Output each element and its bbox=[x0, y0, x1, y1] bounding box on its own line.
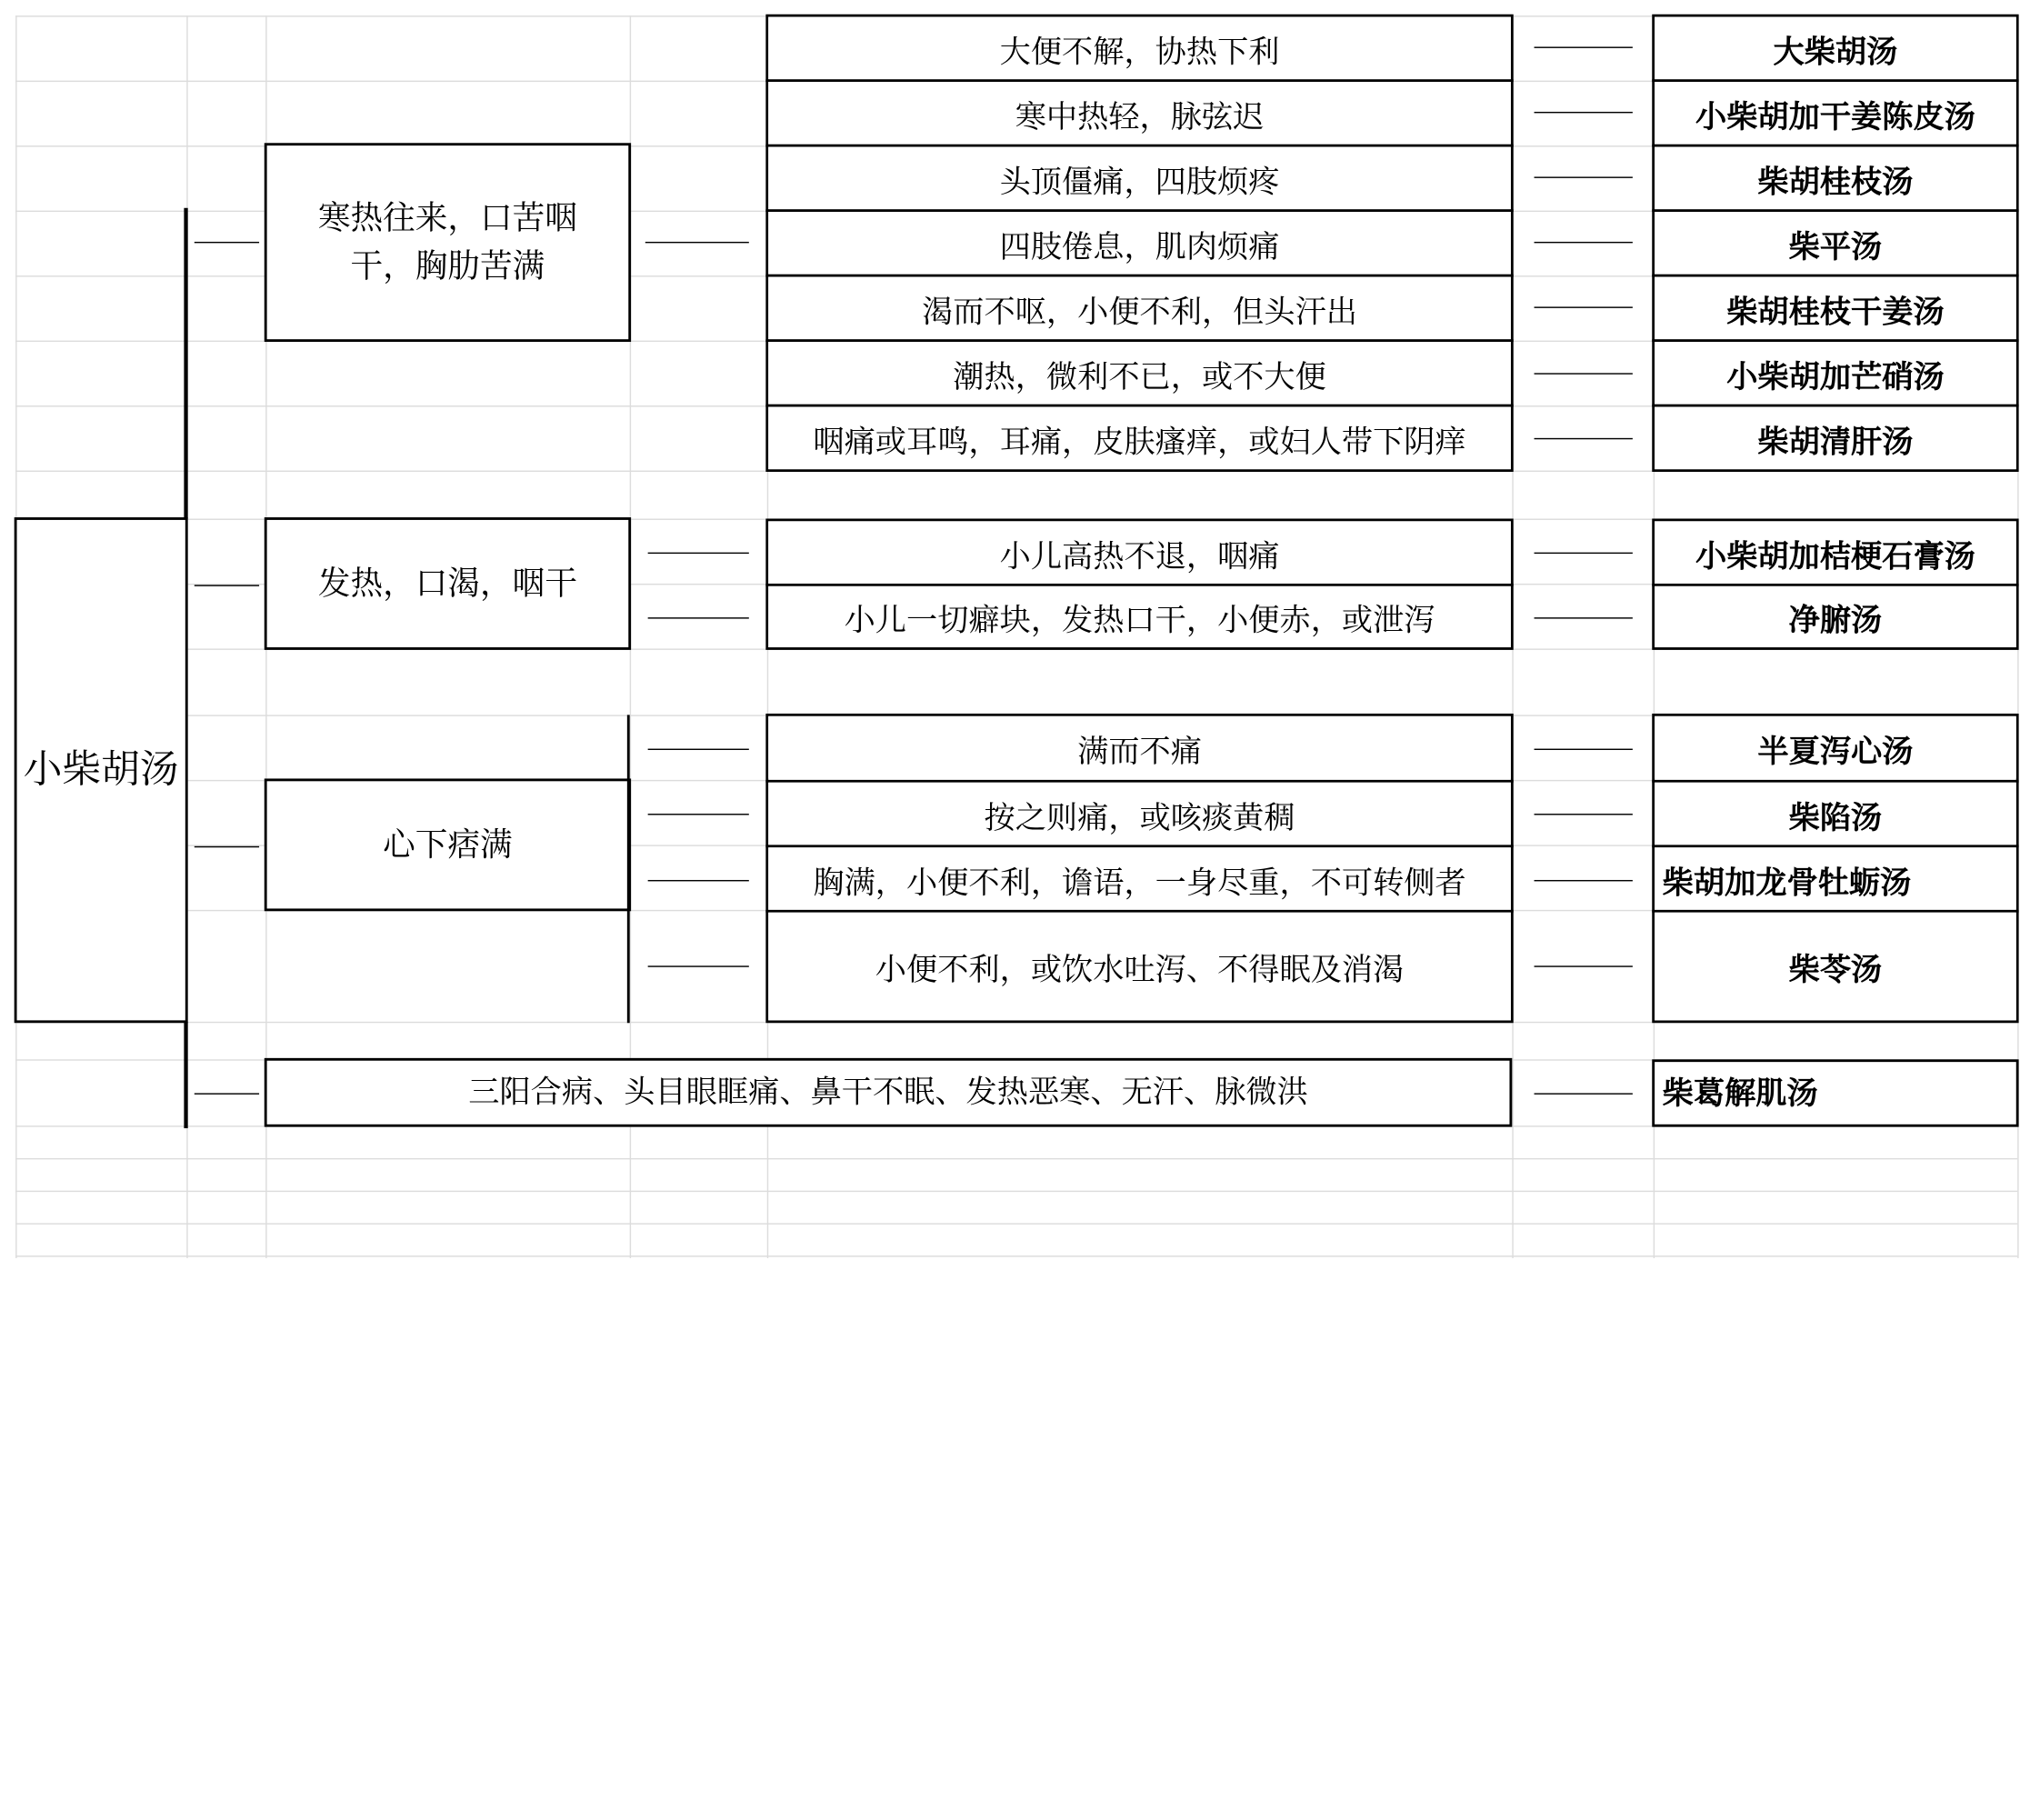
connector-dash bbox=[648, 880, 749, 881]
formula-table bbox=[1652, 1059, 2018, 1126]
condition-cell bbox=[768, 212, 1511, 275]
formula-text: 柴葛解肌汤 bbox=[1662, 1074, 1818, 1111]
connector-dash bbox=[1535, 373, 1633, 374]
condition-text: 潮热，微利不已，或不大便 bbox=[953, 357, 1326, 395]
formula-cell bbox=[1655, 521, 2016, 584]
condition-text: 大便不解，协热下利 bbox=[999, 33, 1280, 70]
formula-text: 柴胡加龙骨牡蛎汤 bbox=[1662, 864, 1912, 901]
gridline bbox=[15, 1255, 2017, 1256]
formula-text: 柴胡桂枝汤 bbox=[1757, 163, 1914, 200]
condition-text: 小儿高热不退，咽痛 bbox=[999, 537, 1280, 575]
condition-cell bbox=[768, 407, 1511, 470]
symptom-box bbox=[265, 778, 631, 911]
condition-text: 按之则痛，或咳痰黄稠 bbox=[984, 798, 1295, 835]
connector-dash bbox=[648, 553, 749, 554]
symptom-box bbox=[265, 1058, 1513, 1127]
formula-cell bbox=[1655, 847, 2016, 910]
condition-cell bbox=[768, 586, 1511, 647]
gridline bbox=[15, 1191, 2017, 1192]
connector-dash bbox=[1535, 814, 1633, 815]
condition-cell bbox=[768, 913, 1511, 1021]
condition-cell bbox=[768, 147, 1511, 210]
condition-text: 四肢倦息，肌肉烦痛 bbox=[999, 227, 1280, 265]
connector-dash bbox=[648, 814, 749, 815]
condition-text: 渴而不呕，小便不利，但头汗出 bbox=[922, 293, 1358, 330]
connector-dash bbox=[648, 617, 749, 618]
formula-cell bbox=[1655, 277, 2016, 340]
formula-text: 柴胡清肝汤 bbox=[1757, 423, 1914, 460]
formula-text: 小柴胡加干姜陈皮汤 bbox=[1695, 97, 1975, 135]
connector-dash bbox=[1535, 880, 1633, 881]
condition-text: 满而不痛 bbox=[1077, 732, 1202, 769]
formula-text: 净腑汤 bbox=[1788, 601, 1883, 639]
formula-cell bbox=[1655, 913, 2016, 1021]
connector-dash bbox=[195, 242, 259, 243]
formula-cell bbox=[1655, 342, 2016, 405]
connector-dash bbox=[1535, 46, 1633, 47]
formula-text: 柴陷汤 bbox=[1788, 798, 1883, 835]
condition-text: 小儿一切癖块，发热口干，小便赤，或泄泻 bbox=[844, 601, 1435, 639]
symptom-box bbox=[265, 517, 631, 650]
symptom-label: 心下痞满 bbox=[383, 825, 513, 864]
connector-dash bbox=[195, 846, 259, 847]
formula-text: 柴平汤 bbox=[1788, 227, 1883, 265]
condition-cell bbox=[768, 521, 1511, 584]
condition-text: 胸满，小便不利，谵语，一身尽重，不可转侧者 bbox=[813, 864, 1466, 901]
bracket-line bbox=[184, 1022, 187, 1128]
connector-dash bbox=[1535, 176, 1633, 177]
formula-text: 小柴胡加桔梗石膏汤 bbox=[1695, 537, 1975, 575]
condition-text: 小便不利，或饮水吐泻、不得眠及消渴 bbox=[875, 951, 1405, 988]
formula-cell bbox=[1655, 82, 2016, 145]
formula-cell bbox=[1655, 783, 2016, 845]
formula-text: 柴胡桂枝干姜汤 bbox=[1726, 293, 1945, 330]
formula-cell bbox=[1655, 716, 2016, 779]
condition-cell bbox=[768, 716, 1511, 779]
gridline bbox=[15, 1223, 2017, 1224]
formula-cell bbox=[1655, 212, 2016, 275]
connector-dash bbox=[1535, 242, 1633, 243]
formula-cell bbox=[1655, 586, 2016, 647]
connector-dash bbox=[1535, 112, 1633, 113]
symptom-box bbox=[265, 143, 631, 342]
connector-dash bbox=[1535, 306, 1633, 307]
symptom-label: 寒热往来，口苦咽干，胸肋苦满 bbox=[317, 199, 577, 285]
condition-cell bbox=[768, 82, 1511, 145]
bracket-line bbox=[184, 208, 187, 519]
connector-dash bbox=[1535, 965, 1633, 966]
connector-dash bbox=[195, 1093, 259, 1094]
formula-cell bbox=[1655, 147, 2016, 210]
condition-cell bbox=[768, 783, 1511, 845]
formula-cell bbox=[1655, 407, 2016, 470]
connector-dash bbox=[1535, 617, 1633, 618]
formula-cell bbox=[1655, 17, 2016, 80]
symptom-label: 发热，口渴，咽干 bbox=[317, 564, 577, 602]
formula-text: 半夏泻心汤 bbox=[1757, 732, 1914, 769]
root-node bbox=[15, 517, 188, 1023]
symptom-label: 三阳合病、头目眼眶痛、鼻干不眠、发热恶寒、无汗、脉微洪 bbox=[468, 1074, 1308, 1111]
root-label: 小柴胡汤 bbox=[23, 746, 179, 793]
connector-dash bbox=[648, 965, 749, 966]
formula-text: 大柴胡汤 bbox=[1773, 33, 1898, 70]
condition-cell bbox=[768, 277, 1511, 340]
gridline bbox=[15, 1158, 2017, 1159]
condition-cell bbox=[768, 342, 1511, 405]
condition-text: 头顶僵痛，四肢烦疼 bbox=[999, 163, 1280, 200]
connector-dash bbox=[1535, 553, 1633, 554]
connector-dash bbox=[648, 749, 749, 750]
connector-dash bbox=[645, 242, 749, 243]
condition-text: 咽痛或耳鸣，耳痛，皮肤瘙痒，或妇人带下阴痒 bbox=[813, 423, 1466, 460]
connector-dash bbox=[1535, 1093, 1633, 1094]
connector-dash bbox=[1535, 749, 1633, 750]
condition-text: 寒中热轻，脉弦迟 bbox=[1015, 97, 1265, 135]
bracket-line bbox=[627, 715, 630, 1023]
connector-dash bbox=[1535, 438, 1633, 439]
formula-text: 小柴胡加芒硝汤 bbox=[1726, 357, 1945, 395]
formula-text: 柴苓汤 bbox=[1788, 951, 1883, 988]
condition-cell bbox=[768, 17, 1511, 80]
condition-cell bbox=[768, 847, 1511, 910]
